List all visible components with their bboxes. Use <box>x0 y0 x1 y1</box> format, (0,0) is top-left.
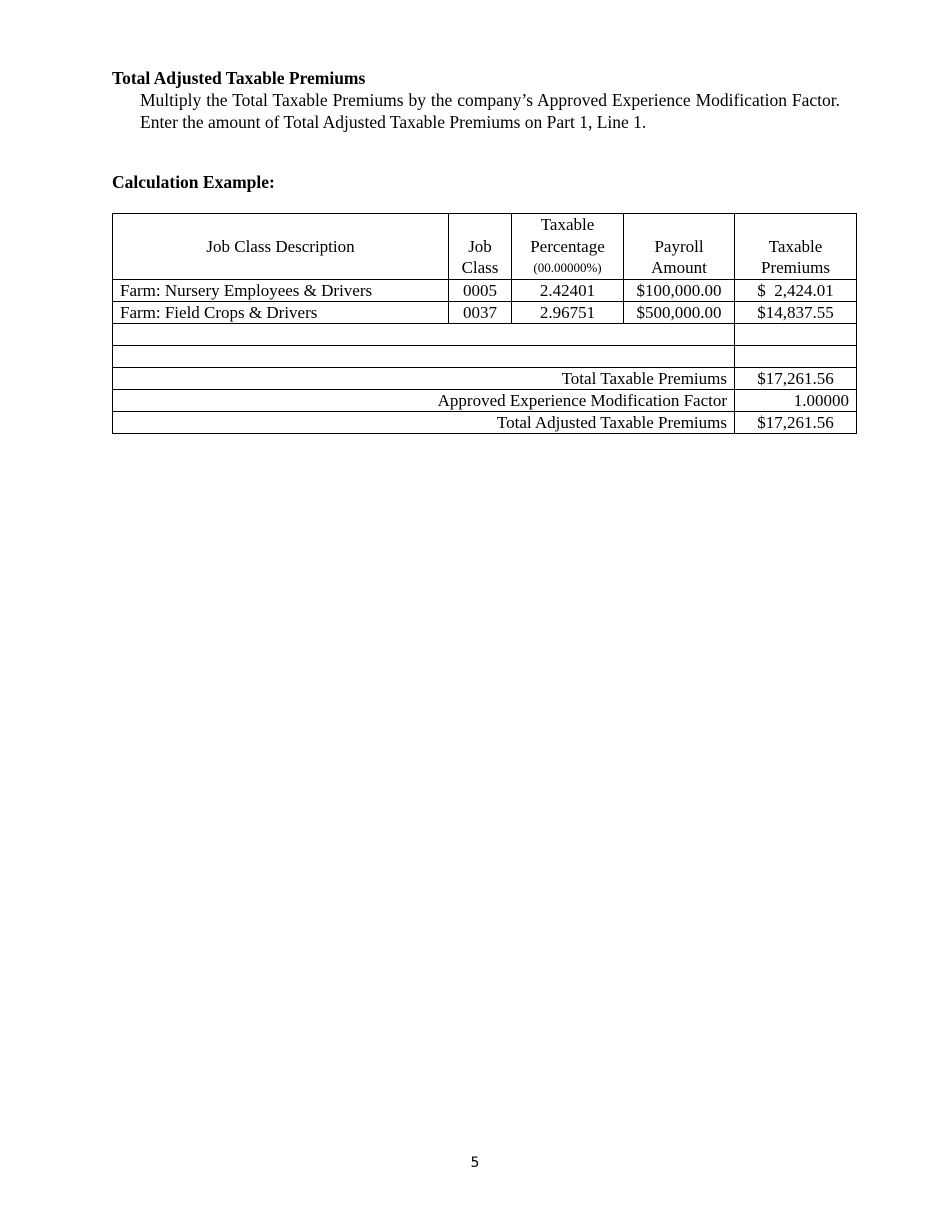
total-taxable-premiums-value: $17,261.56 <box>735 367 857 389</box>
total-adjusted-premiums-value: $17,261.56 <box>735 411 857 433</box>
header-payroll-line2: Amount <box>651 258 707 277</box>
blank-row <box>113 323 857 345</box>
modification-factor-row <box>113 389 857 411</box>
calculation-table <box>112 213 857 434</box>
blank-cell <box>735 323 857 345</box>
header-job-class <box>449 214 512 280</box>
row-job-class: 0005 <box>449 279 512 301</box>
row-payroll-amount: $100,000.00 <box>624 279 735 301</box>
header-taxable-pct-format: (00.00000%) <box>533 260 602 275</box>
page-number: 5 <box>470 1155 480 1171</box>
row-taxable-premium: $ 2,424.01 <box>735 279 857 301</box>
blank-cell <box>113 345 735 367</box>
section-instructions: Multiply the Total Taxable Premiums by the company’s Approved Experience Modification Factor. Enter the amount of Total Adjusted Taxable Premiums on Part 1, Line 1. <box>140 90 840 132</box>
header-taxable-pct-line1: Taxable <box>540 215 595 234</box>
example-title: Calculation Example: <box>112 172 275 192</box>
header-taxable-pct-line2: Percentage <box>530 236 605 256</box>
table-row <box>113 301 857 323</box>
total-adjusted-premiums-row <box>113 411 857 433</box>
table-header-row <box>113 214 857 280</box>
row-taxable-percentage: 2.96751 <box>512 301 624 323</box>
header-premiums-line2: Premiums <box>761 258 830 277</box>
row-description: Farm: Nursery Employees & Drivers <box>113 279 449 301</box>
total-taxable-premiums-row <box>113 367 857 389</box>
header-premiums-line1: Taxable <box>768 236 823 256</box>
total-taxable-premiums-label: Total Taxable Premiums <box>113 367 735 389</box>
header-job-class-line1: Job <box>468 236 492 256</box>
row-taxable-premium: $14,837.55 <box>735 301 857 323</box>
row-taxable-percentage: 2.42401 <box>512 279 624 301</box>
header-description-label: Job Class Description <box>206 236 355 256</box>
blank-cell <box>735 345 857 367</box>
header-taxable-premiums <box>735 214 857 280</box>
row-description: Farm: Field Crops & Drivers <box>113 301 449 323</box>
blank-cell <box>113 323 735 345</box>
header-payroll-amount <box>624 214 735 280</box>
modification-factor-value: 1.00000 <box>735 389 857 411</box>
header-job-class-line2: Class <box>461 258 499 277</box>
section-title: Total Adjusted Taxable Premiums <box>112 68 366 88</box>
header-description <box>113 214 449 280</box>
modification-factor-label: Approved Experience Modification Factor <box>113 389 735 411</box>
table-row <box>113 279 857 301</box>
row-job-class: 0037 <box>449 301 512 323</box>
row-payroll-amount: $500,000.00 <box>624 301 735 323</box>
header-taxable-percentage <box>512 214 624 280</box>
total-adjusted-premiums-label: Total Adjusted Taxable Premiums <box>113 411 735 433</box>
header-payroll-line1: Payroll <box>654 236 704 256</box>
blank-row <box>113 345 857 367</box>
